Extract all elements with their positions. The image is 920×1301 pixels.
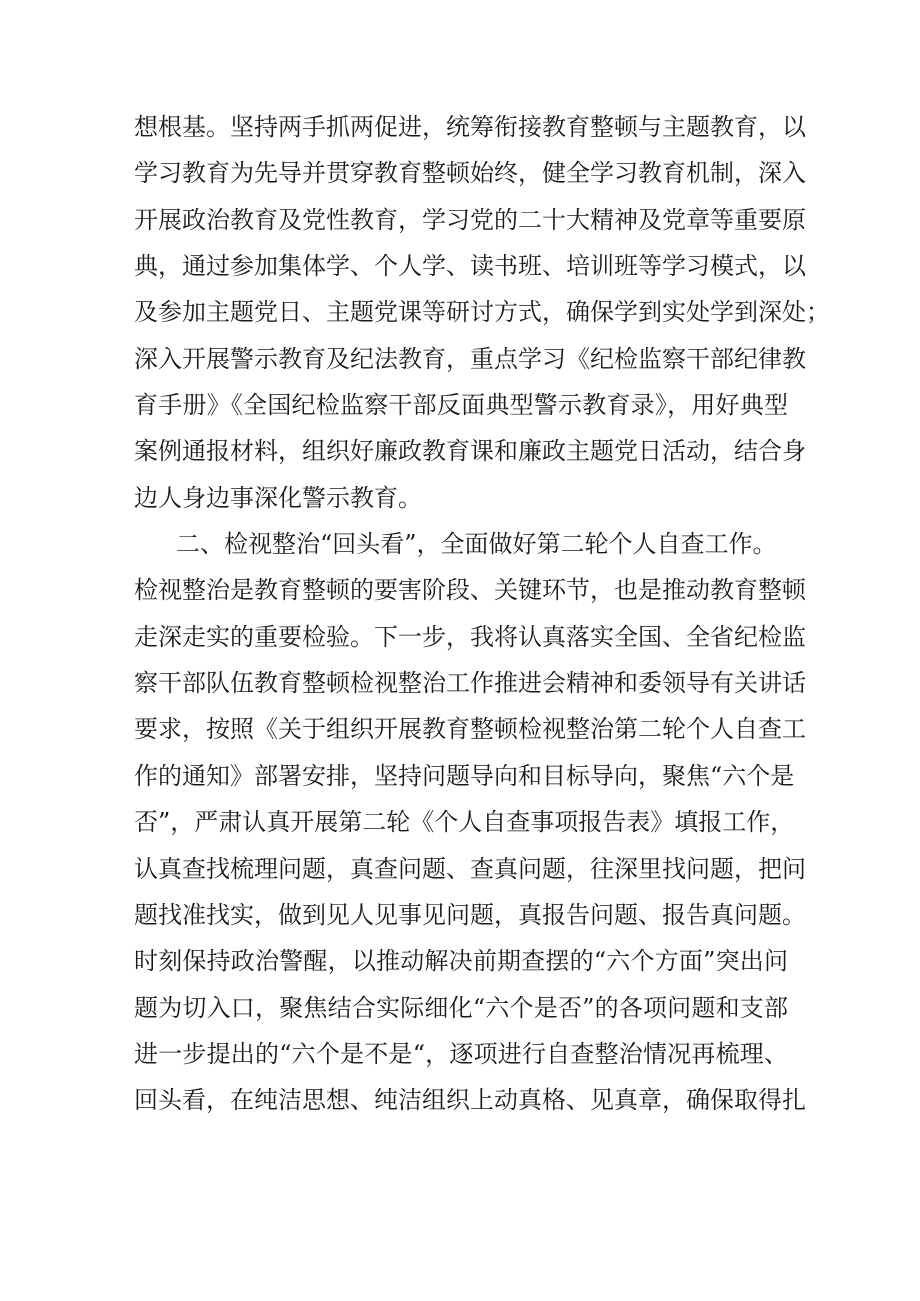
- text-line-15: 作的通知》部署安排，坚持问题导向和目标导向，聚焦“六个是: [134, 761, 795, 790]
- text-line-13: 察干部队伍教育整顿检视整治工作推进会精神和委领导有关讲话: [134, 669, 806, 698]
- text-line-4: 典，通过参加集体学、个人学、读书班、培训班等学习模式，以: [134, 252, 806, 281]
- text-line-22: 回头看，在纯洁思想、纯洁组织上动真格、见真章，确保取得扎: [134, 1086, 806, 1115]
- document-body: [0, 104, 920, 1124]
- text-line-9: 边人身边事深化警示教育。: [134, 483, 422, 512]
- text-line-3: 开展政治教育及党性教育，学习党的二十大精神及党章等重要原: [134, 205, 806, 234]
- text-line-16: 否”，严肃认真开展第二轮《个人自查事项报告表》填报工作，: [134, 808, 795, 837]
- text-line-21: 进一步提出的“六个是不是“，逐项进行自查整治情况再梳理、: [134, 1039, 788, 1068]
- text-line-1: 想根基。坚持两手抓两促进，统筹衔接教育整顿与主题教育，以: [134, 113, 806, 141]
- text-line-18: 题找准找实，做到见人见事见问题，真报告问题、报告真问题。: [134, 900, 806, 929]
- text-line-20: 题为切入口，聚焦结合实际细化“六个是否”的各项问题和支部: [134, 993, 788, 1022]
- text-line-19: 时刻保持政治警醒，以推动解决前期查摆的“六个方面”突出问: [134, 947, 788, 976]
- text-line-5: 及参加主题党日、主题党课等研讨方式，确保学到实处学到深处；: [134, 298, 830, 327]
- text-line-8: 案例通报材料，组织好廉政教育课和廉政主题党日活动，结合身: [134, 437, 806, 466]
- section-heading: 二、检视整治“回头看”，全面做好第二轮个人自查工作。: [176, 530, 777, 559]
- text-line-2: 学习教育为先导并贯穿教育整顿始终，健全学习教育机制，深入: [134, 159, 806, 188]
- text-line-17: 认真查找梳理问题，真查问题、查真问题，往深里找问题，把问: [134, 854, 806, 883]
- text-line-7: 育手册》《全国纪检监察干部反面典型警示教育录》，用好典型: [134, 391, 788, 420]
- text-line-12: 走深走实的重要检验。下一步，我将认真落实全国、全省纪检监: [134, 622, 806, 651]
- text-line-14: 要求，按照《关于组织开展教育整顿检视整治第二轮个人自查工: [134, 715, 806, 744]
- text-line-11: 检视整治是教育整顿的要害阶段、关键环节，也是推动教育整顿: [134, 576, 806, 605]
- text-line-6: 深入开展警示教育及纪法教育，重点学习《纪检监察干部纪律教: [134, 344, 806, 373]
